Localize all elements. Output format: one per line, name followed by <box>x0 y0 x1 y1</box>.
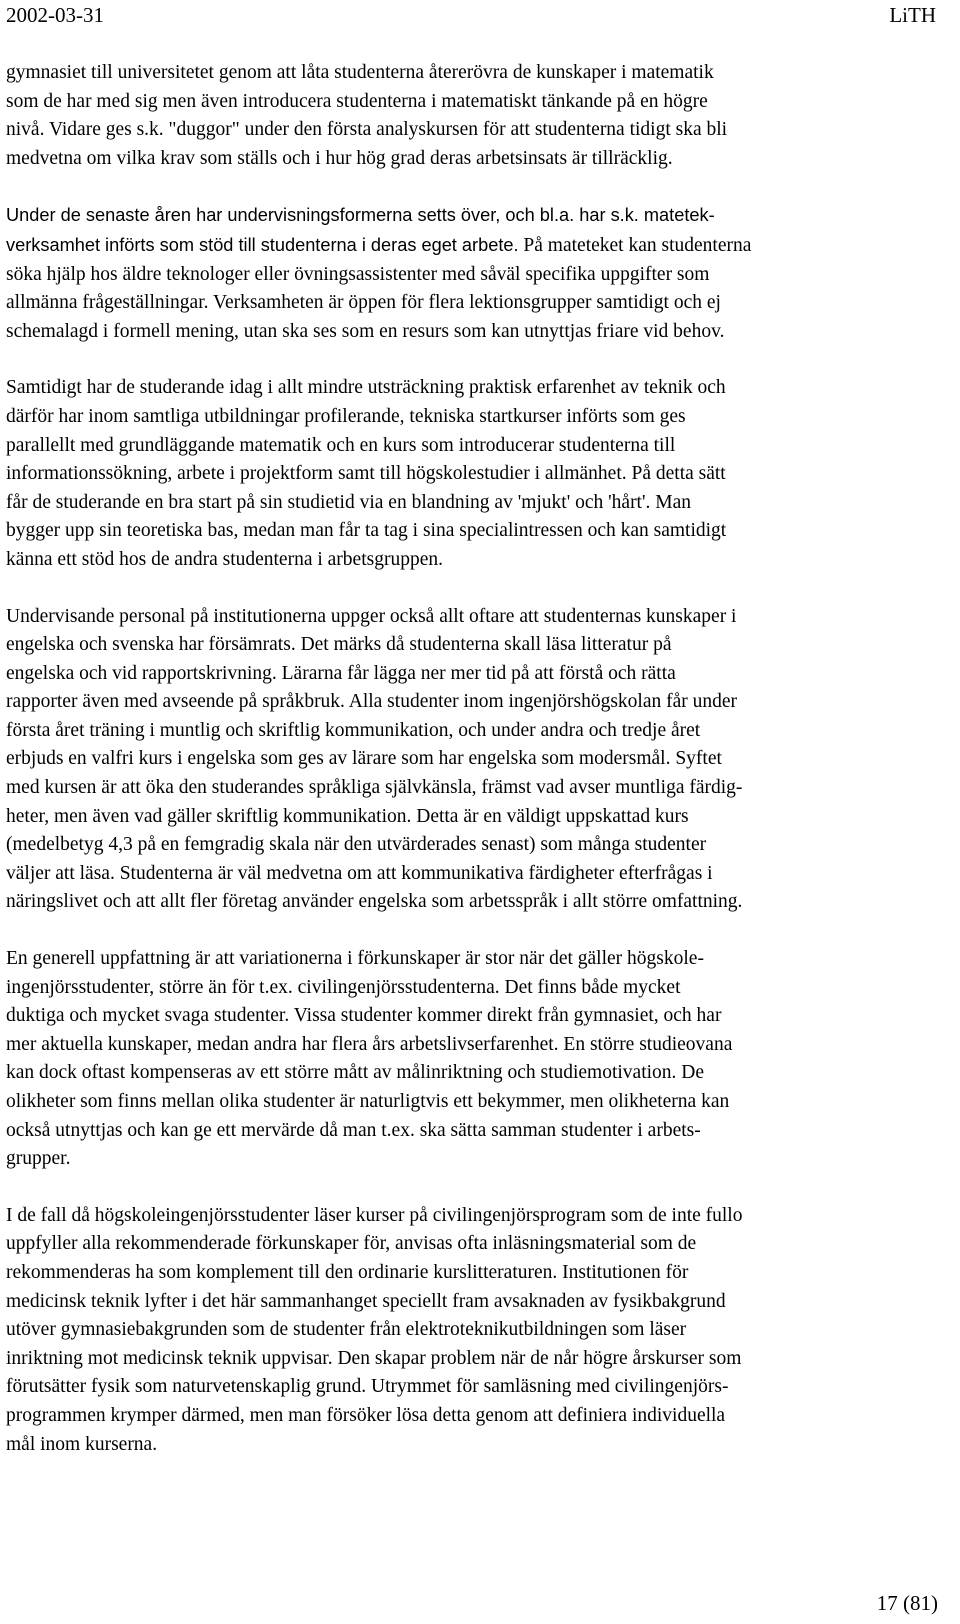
line-text: förutsätter fysik som naturvetenskaplig grund. Utrymmet för samläsning med civilingenjörs- <box>6 1376 729 1398</box>
line-text: inriktning mot medicinsk teknik uppvisar. Den skapar problem när de når högre årskurser som <box>6 1347 742 1369</box>
text-line <box>6 318 936 347</box>
text-line <box>6 1259 936 1288</box>
line-text: näringslivet och att allt fler företag använder engelska som arbetsspråk i allt större omfattning. <box>6 891 743 913</box>
text-line <box>6 974 936 1003</box>
line-text: medicinsk teknik lyfter i det här sammanhanget speciellt fram avsaknaden av fysikbakgrund <box>6 1290 726 1312</box>
line-text: Samtidigt har de studerande idag i allt mindre utsträckning praktisk erfarenhet av teknik och <box>6 377 726 399</box>
line-text-tail: På mateteket kan studenterna <box>518 234 752 256</box>
text-line <box>6 517 936 546</box>
line-text: (medelbetyg 4,3 på en femgradig skala när den utvärderades senast) som många studenter <box>6 834 707 856</box>
text-line <box>6 717 936 746</box>
line-text: känna ett stöd hos de andra studenterna i arbetsgruppen. <box>6 548 443 570</box>
line-text: gymnasiet till universitetet genom att låta studenterna återerövra de kunskaper i matematik <box>6 62 714 83</box>
text-line <box>6 831 936 860</box>
line-text: kan dock oftast kompenseras av ett större mått av målinriktning och studiemotivation. De <box>6 1062 705 1084</box>
line-text: ingenjörsstudenter, större än för t.ex. civilingenjörsstudenterna. Det finns både mycket <box>6 976 681 998</box>
line-text: får de studerande en bra start på sin studietid via en blandning av 'mjukt' och 'hårt'. Man <box>6 491 691 513</box>
line-text: rapporter även med avseende på språkbruk. Alla studenter inom ingenjörshögskolan får under <box>6 691 738 713</box>
paragraph <box>6 1202 936 1459</box>
text-line <box>6 546 936 575</box>
text-line <box>6 1088 936 1117</box>
text-line <box>6 289 936 318</box>
line-text: söka hjälp hos äldre teknologer eller övningsassistenter med såväl specifika uppgifter som <box>6 263 710 285</box>
paragraph <box>6 603 936 918</box>
body-text <box>6 59 936 1487</box>
text-line <box>6 945 936 974</box>
line-text: Undervisande personal på institutionerna uppger också allt oftare att studenternas kunskaper i <box>6 605 737 627</box>
text-line <box>6 374 936 403</box>
text-line <box>6 1031 936 1060</box>
line-text: parallellt med grundläggande matematik och en kurs som introducerar studenterna till <box>6 434 676 456</box>
text-line <box>6 1145 936 1174</box>
page-number: 17 (81) <box>876 1591 938 1615</box>
header-date: 2002-03-31 <box>6 3 104 27</box>
text-line <box>6 1117 936 1146</box>
line-text: uppfyller alla rekommenderade förkunskaper för, anvisas ofta inläsningsmaterial som de <box>6 1233 697 1255</box>
line-text: mer aktuella kunskaper, medan andra har flera års arbetslivserfarenhet. En större studieovana <box>6 1033 733 1055</box>
line-text: erbjuds en valfri kurs i engelska som ges av lärare som har engelska som modersmål. Syftet <box>6 748 722 770</box>
text-line <box>6 231 936 261</box>
text-line <box>6 774 936 803</box>
text-line <box>6 1002 936 1031</box>
line-text: bygger upp sin teoretiska bas, medan man får ta tag i sina specialintressen och kan samtidigt <box>6 520 727 542</box>
line-text: väljer att läsa. Studenterna är väl medvetna om att kommunikativa färdigheter efterfrågas i <box>6 862 713 884</box>
line-text: engelska och svenska har försämrats. Det märks då studenterna skall läsa litteratur på <box>6 634 672 656</box>
line-text: därför har inom samtliga utbildningar profilerande, tekniska startkurser införts som ges <box>6 405 686 427</box>
line-text: informationssökning, arbete i projektform samt till högskolestudier i allmänhet. På detta sätt <box>6 463 726 485</box>
text-line <box>6 860 936 889</box>
line-text: heter, men även vad gäller skriftlig kommunikation. Detta är en väldigt uppskattad kurs <box>6 805 689 827</box>
line-text: I de fall då högskoleingenjörsstudenter läser kurser på civilingenjörsprogram som de inte fullo <box>6 1204 743 1226</box>
text-line <box>6 631 936 660</box>
text-line <box>6 1202 936 1231</box>
paragraph <box>6 945 936 1174</box>
text-line <box>6 745 936 774</box>
text-line <box>6 460 936 489</box>
text-line <box>6 1431 936 1460</box>
text-line <box>6 201 936 231</box>
line-text: som de har med sig men även introducera studenterna i matematiskt tänkande på en högre <box>6 90 708 112</box>
line-text: Under de senaste åren har undervisningsformerna setts över, och bl.a. har s.k. matetek- <box>6 205 715 226</box>
line-text: programmen krymper därmed, men man försöker lösa detta genom att definiera individuella <box>6 1404 726 1426</box>
line-text: utöver gymnasiebakgrunden som de studenter från elektroteknikutbildningen som läser <box>6 1319 687 1341</box>
line-text: också utnyttjas och kan ge ett mervärde då man t.ex. ska sätta samman studenter i arbets- <box>6 1119 701 1141</box>
text-line <box>6 1316 936 1345</box>
text-line <box>6 660 936 689</box>
line-text: medvetna om vilka krav som ställs och i hur hög grad deras arbetsinsats är tillräcklig. <box>6 147 673 169</box>
line-text: verksamhet införts som stöd till studenterna i deras eget arbete. <box>6 234 519 255</box>
line-text: En generell uppfattning är att variationerna i förkunskaper är stor när det gäller högskole- <box>6 948 704 970</box>
paragraph <box>6 59 936 173</box>
line-text: schemalagd i formell mening, utan ska ses som en resurs som kan utnyttjas friare vid behov. <box>6 320 725 342</box>
text-line <box>6 1373 936 1402</box>
paragraph <box>6 374 936 574</box>
text-line <box>6 1288 936 1317</box>
line-text: med kursen är att öka den studerandes språkliga självkänsla, främst vad avser muntliga färdig- <box>6 777 743 799</box>
line-text: duktiga och mycket svaga studenter. Vissa studenter kommer direkt från gymnasiet, och har <box>6 1005 722 1027</box>
line-text: olikheter som finns mellan olika studenter är naturligtvis ett bekymmer, men olikheterna kan <box>6 1091 730 1112</box>
line-text: rekommenderas ha som komplement till den ordinarie kurslitteraturen. Institutionen för <box>6 1261 689 1283</box>
line-text: grupper. <box>6 1148 71 1170</box>
text-line <box>6 403 936 432</box>
text-line <box>6 432 936 461</box>
text-line <box>6 803 936 832</box>
text-line <box>6 1059 936 1088</box>
line-text: nivå. Vidare ges s.k. "duggor" under den första analyskursen för att studenterna tidigt ska bli <box>6 119 728 141</box>
text-line <box>6 489 936 518</box>
text-line <box>6 888 936 917</box>
header-org: LiTH <box>889 3 936 27</box>
paragraph <box>6 201 936 346</box>
text-line <box>6 88 936 117</box>
line-text: första året träning i muntlig och skriftlig kommunikation, och under andra och tredje året <box>6 719 701 741</box>
text-line <box>6 1402 936 1431</box>
text-line <box>6 116 936 145</box>
line-text: allmänna frågeställningar. Verksamheten är öppen för flera lektionsgrupper samtidigt och ej <box>6 292 721 314</box>
text-line <box>6 1230 936 1259</box>
text-line <box>6 688 936 717</box>
line-text: engelska och vid rapportskrivning. Lärarna får lägga ner mer tid på att förstå och rätta <box>6 662 676 684</box>
text-line <box>6 59 936 88</box>
text-line <box>6 603 936 632</box>
text-line <box>6 261 936 290</box>
line-text: mål inom kurserna. <box>6 1433 158 1455</box>
text-line <box>6 145 936 174</box>
text-line <box>6 1345 936 1374</box>
